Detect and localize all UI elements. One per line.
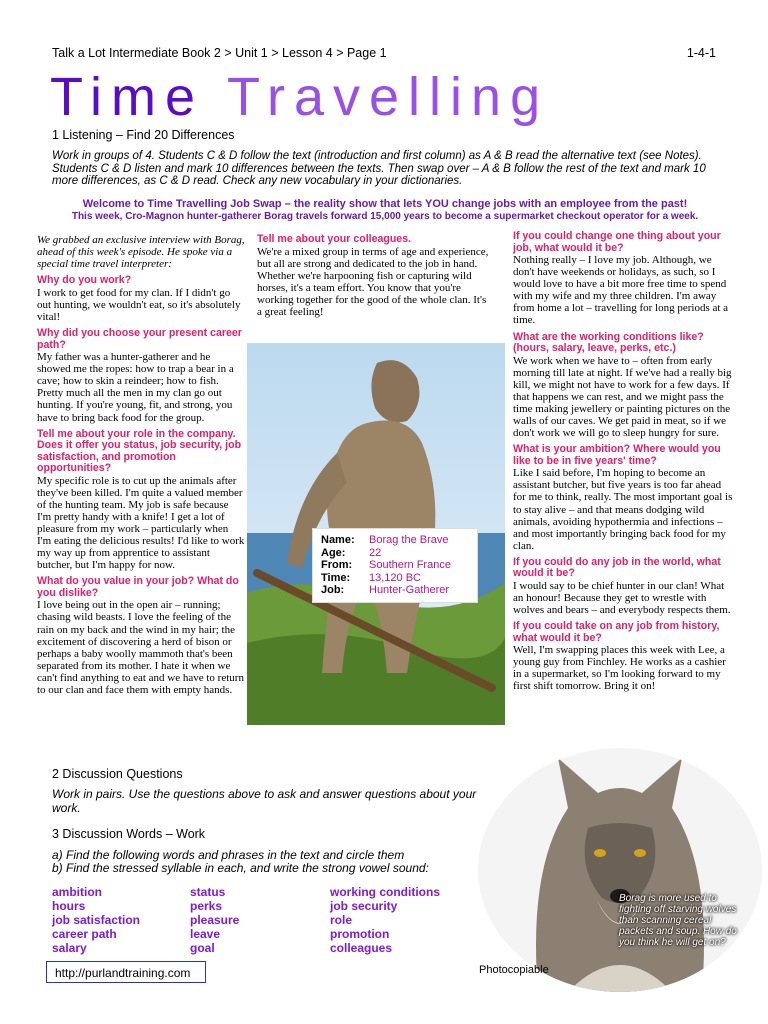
title-part1: Time bbox=[50, 67, 204, 127]
vocab-word: job security bbox=[330, 899, 398, 913]
time-value: 13,120 BC bbox=[369, 571, 421, 584]
section1-heading: 1 Listening – Find 20 Differences bbox=[52, 128, 235, 142]
from-label: From: bbox=[321, 559, 353, 571]
question: What is your ambition? Where would you like to be in five years' time? bbox=[513, 443, 721, 467]
website-link[interactable]: http://purlandtraining.com bbox=[46, 961, 206, 983]
job-value: Hunter-Gatherer bbox=[369, 584, 450, 596]
question: Why did you choose your present career path? bbox=[37, 327, 242, 351]
vocab-word: leave bbox=[190, 927, 221, 941]
answer: My father was a hunter-gatherer and he showed me the ropes: how to trap a bear in a cave; how to skin a reindeer; how to fish. Pretty much all the men in my clan go out hunting. If you're young, fit, and strong, you have to bring back food for the group. bbox=[37, 351, 234, 424]
question: If you could take on any job from history, what would it be? bbox=[513, 620, 720, 644]
section3-instructions bbox=[52, 849, 482, 875]
interview-column-3 bbox=[513, 231, 735, 693]
welcome-banner bbox=[40, 198, 730, 223]
age-label: Age: bbox=[321, 546, 346, 559]
interview-column-2 bbox=[257, 234, 493, 318]
section3-heading: 3 Discussion Words – Work bbox=[52, 827, 206, 841]
age-value: 22 bbox=[369, 546, 382, 559]
wolf-illustration bbox=[478, 748, 762, 992]
answer: I would say to be chief hunter in our clan! What an honour! Because they get to wrestle with wolves and bears – and everybody respects them. bbox=[513, 579, 731, 617]
page-code: 1-4-1 bbox=[686, 46, 716, 60]
question: What are the working conditions like? (hours, salary, leave, perks, etc.) bbox=[513, 330, 704, 355]
question: Tell me about your role in the company. Does it offer you status, job security, job satisfaction, and promotion opportunities? bbox=[37, 427, 242, 475]
answer: We work when we have to – often from early morning till late at night. If we've had a really big kill, we might not have to work for a few days. If that happens we can rest, and we might pass the time making jewellery or painting pictures on the walls of our caves. We get paid in meat, so if we don't work we will go to sleep hungry for sure. bbox=[513, 354, 732, 440]
section3-line-b: b) Find the stressed syllable in each, and write the strong vowel sound: bbox=[52, 861, 429, 875]
section3-line-a: a) Find the following words and phrases in the text and circle them bbox=[52, 848, 405, 862]
vocab-word: status bbox=[190, 885, 226, 899]
profile-card bbox=[312, 528, 478, 603]
question: Tell me about your colleagues. bbox=[257, 233, 412, 245]
vocab-word: hours bbox=[52, 899, 86, 913]
vocab-word: salary bbox=[52, 941, 87, 955]
vocab-word: ambition bbox=[52, 885, 102, 899]
job-label: Job: bbox=[321, 584, 345, 596]
question: What do you value in your job? What do you dislike? bbox=[37, 575, 239, 599]
vocab-word: job satisfaction bbox=[52, 913, 141, 927]
answer: I work to get food for my clan. If I didn't go out hunting, we wouldn't eat, so it's absolutely vital! bbox=[37, 286, 241, 323]
section2-text: Work in pairs. Use the questions above to ask and answer questions about your work. bbox=[52, 787, 477, 815]
interview-intro: We grabbed an exclusive interview with Borag, ahead of this week's episode. He spoke via a special time travel interpreter: bbox=[37, 234, 245, 271]
name-value: Borag the Brave bbox=[369, 534, 449, 546]
vocab-word: working conditions bbox=[330, 885, 440, 899]
vocab-word: pleasure bbox=[190, 913, 240, 927]
vocab-word: goal bbox=[190, 941, 215, 955]
interview-column-1 bbox=[37, 234, 245, 696]
welcome-line1: Welcome to Time Travelling Job Swap – the reality show that lets YOU change jobs with an employee from the past! bbox=[82, 198, 688, 210]
section2-heading: 2 Discussion Questions bbox=[52, 767, 183, 781]
question: If you could do any job in the world, what would it be? bbox=[513, 555, 721, 580]
wolf-photo bbox=[478, 748, 762, 992]
section1-instructions: Work in groups of 4. Students C & D follow the text (introduction and first column) as A & B read the alternative text (see Notes). Students C & D listen and mark 10 differences between the texts. Then swap over – A & B follow the rest of the text and mark 10 more differences, as C & D read. Check any new vocabulary in your dictionaries. bbox=[52, 150, 706, 187]
vocabulary-column-2 bbox=[190, 885, 239, 955]
page-header bbox=[52, 46, 716, 60]
question: If you could change one thing about your job, what would it be? bbox=[513, 230, 721, 254]
time-label: Time: bbox=[321, 571, 351, 584]
answer: I love being out in the open air – running; chasing wild beasts. I love the feeling of the rain on my back and the wind in my hair; the excitement of discovering a herd of bison or perhaps a baby woolly mammoth that's been separated from its mother. I hate it when we can't find anything to eat and we have to return to our clan and face them with empty hands. bbox=[37, 599, 244, 697]
photocopiable-label: Photocopiable bbox=[479, 964, 549, 976]
vocab-word: role bbox=[330, 913, 353, 927]
page-title bbox=[50, 67, 550, 127]
title-part2: Travelling bbox=[227, 67, 550, 127]
answer: Like I said before, I'm hoping to become an assistant butcher, but five years is too far ahead for me to think, really. The most important goal is to stay alive – and that means dodging wild animals, avoiding hypothermia and infections – and most importantly bringing back food for my clan. bbox=[513, 467, 733, 552]
vocab-word: career path bbox=[52, 927, 117, 941]
vocab-word: colleagues bbox=[330, 941, 393, 955]
from-value: Southern France bbox=[369, 559, 451, 571]
answer: Nothing really – I love my job. Although, we don't have weekends or holidays, as such, so I would love to have a bit more free time to spend with my wife and my three children. I'm away from home a lot – travelling for long periods at a time. bbox=[513, 254, 729, 327]
vocabulary-column-3 bbox=[330, 885, 440, 955]
wolf-caption: Borag is more used to fighting off starving wolves than scanning cereal packets and soup. How do you think he will get on? bbox=[619, 893, 737, 948]
welcome-line2: This week, Cro-Magnon hunter-gatherer Borag travels forward 15,000 years to become a supermarket checkout operator for a week. bbox=[71, 210, 699, 222]
vocabulary-column-1 bbox=[52, 885, 140, 955]
name-label: Name: bbox=[321, 534, 355, 546]
vocab-word: perks bbox=[190, 899, 223, 913]
vocab-word: promotion bbox=[330, 927, 390, 941]
breadcrumb: Talk a Lot Intermediate Book 2 > Unit 1 > Lesson 4 > Page 1 bbox=[52, 46, 387, 60]
answer: Well, I'm swapping places this week with Lee, a young guy from Finchley. He works as a cashier in a supermarket, so I'm looking forward to my first shift tomorrow. Bring it on! bbox=[513, 644, 726, 693]
answer: We're a mixed group in terms of age and experience, but all are strong and dedicated to the job in hand. Whether we're harpooning fish or capturing wild horses, it's a team effort. You know that you're working together for the good of the whole clan. It's a great feeling! bbox=[257, 245, 489, 318]
question: Why do you work? bbox=[37, 274, 132, 287]
answer: My specific role is to cut up the animals after they've been killed. I'm quite a valued member of the hunting team. My job is safe because I'm pretty handy with a knife! I get a lot of pleasure from my work – particularly when I'm eating the delicious results! I'd like to work my way up from apprentice to assistant butcher, but I'm happy for now. bbox=[37, 474, 245, 572]
